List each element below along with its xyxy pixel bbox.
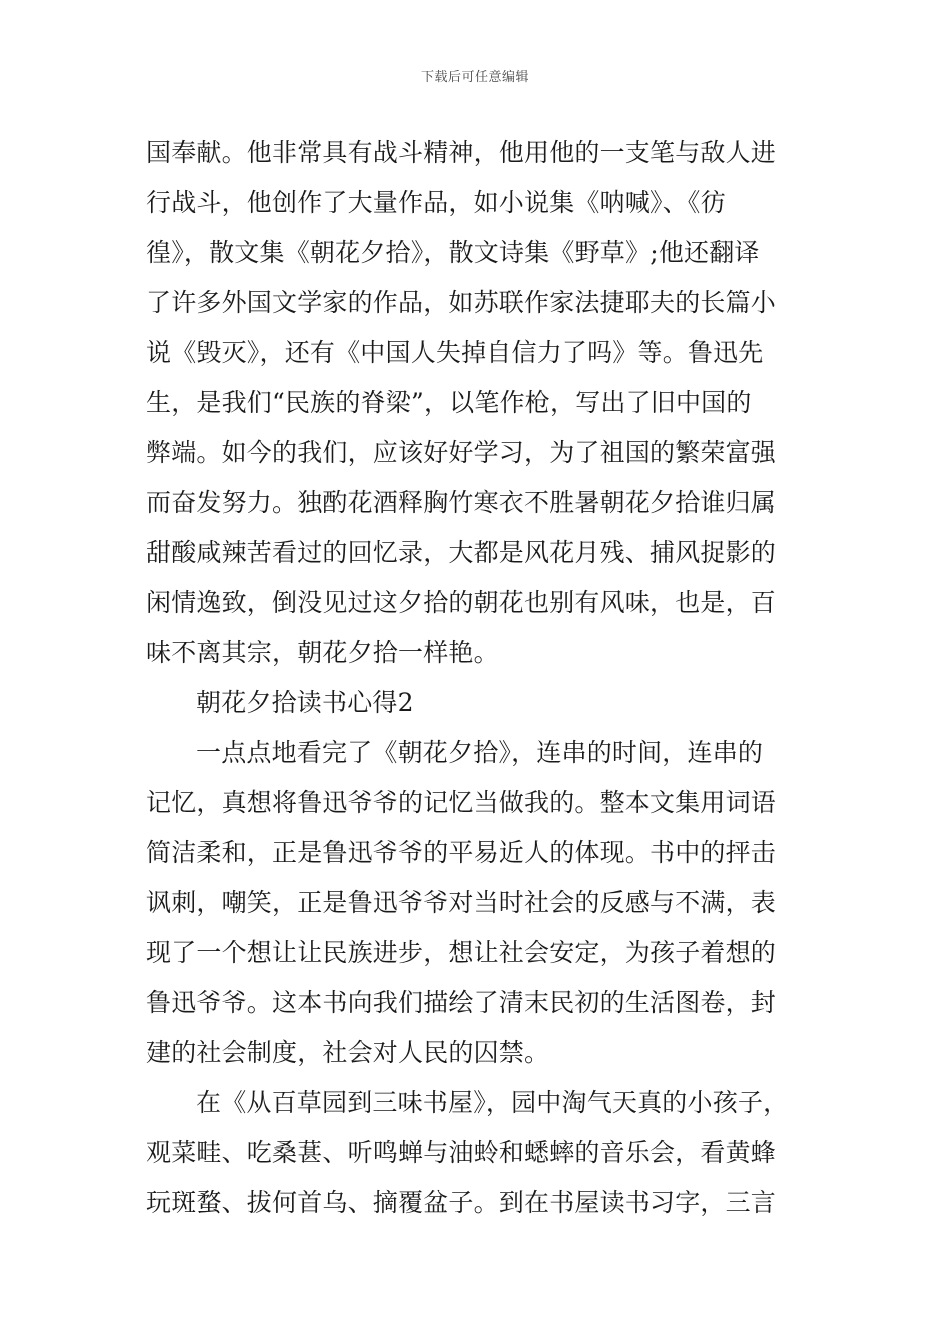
text-line: 现了一个想让让民族进步，想让社会安定，为孩子着想的 [146, 938, 777, 967]
text-line: 在《从百草园到三味书屋》，园中淘气天真的小孩子， [196, 1088, 789, 1117]
text-line: 鲁迅爷爷。这本书向我们描绘了清末民初的生活图卷，封 [146, 988, 777, 1017]
page-header: 下载后可任意编辑 [420, 70, 529, 85]
text-line: 徨》，散文集《朝花夕拾》，散文诗集《野草》;他还翻译 [146, 238, 760, 267]
text-line: 讽刺，嘲笑，正是鲁迅爷爷对当时社会的反感与不满，表 [146, 888, 777, 917]
text-line: 生，是我们“民族的脊梁”，以笔作枪，写出了旧中国的 [146, 388, 752, 417]
text-line: 甜酸咸辣苦看过的回忆录，大都是风花月残、捕风捉影的 [146, 538, 777, 567]
text-line: 朝花夕拾读书心得2 [196, 688, 414, 717]
text-line: 一点点地看完了《朝花夕拾》，连串的时间，连串的 [196, 738, 764, 767]
text-line: 行战斗，他创作了大量作品，如小说集《呐喊》、《彷 [146, 188, 726, 217]
document-body [146, 128, 814, 1228]
text-line: 闲情逸致，倒没见过这夕拾的朝花也别有风味，也是，百 [146, 588, 777, 617]
text-line: 味不离其宗，朝花夕拾一样艳。 [146, 638, 499, 667]
text-line: 建的社会制度，社会对人民的囚禁。 [146, 1038, 550, 1067]
text-line: 说《毁灭》，还有《中国人失掉自信力了吗》等。鲁迅先 [146, 338, 764, 367]
text-line: 简洁柔和，正是鲁迅爷爷的平易近人的体现。书中的抨击 [146, 838, 777, 867]
text-line: 国奉献。他非常具有战斗精神，他用他的一支笔与敌人进 [146, 138, 777, 167]
text-line: 了许多外国文学家的作品，如苏联作家法捷耶夫的长篇小 [146, 288, 777, 317]
text-line: 记忆，真想将鲁迅爷爷的记忆当做我的。整本文集用词语 [146, 788, 777, 817]
text-line: 观菜畦、吃桑葚、听鸣蝉与油蛉和蟋蟀的音乐会，看黄蜂 [146, 1138, 777, 1167]
text-line: 玩斑蝥、拔何首乌、摘覆盆子。到在书屋读书习字，三言 [146, 1188, 777, 1217]
text-line: 而奋发努力。独酌花酒释胸竹寒衣不胜暑朝花夕拾谁归属 [146, 488, 777, 517]
text-line: 弊端。如今的我们，应该好好学习，为了祖国的繁荣富强 [146, 438, 777, 467]
